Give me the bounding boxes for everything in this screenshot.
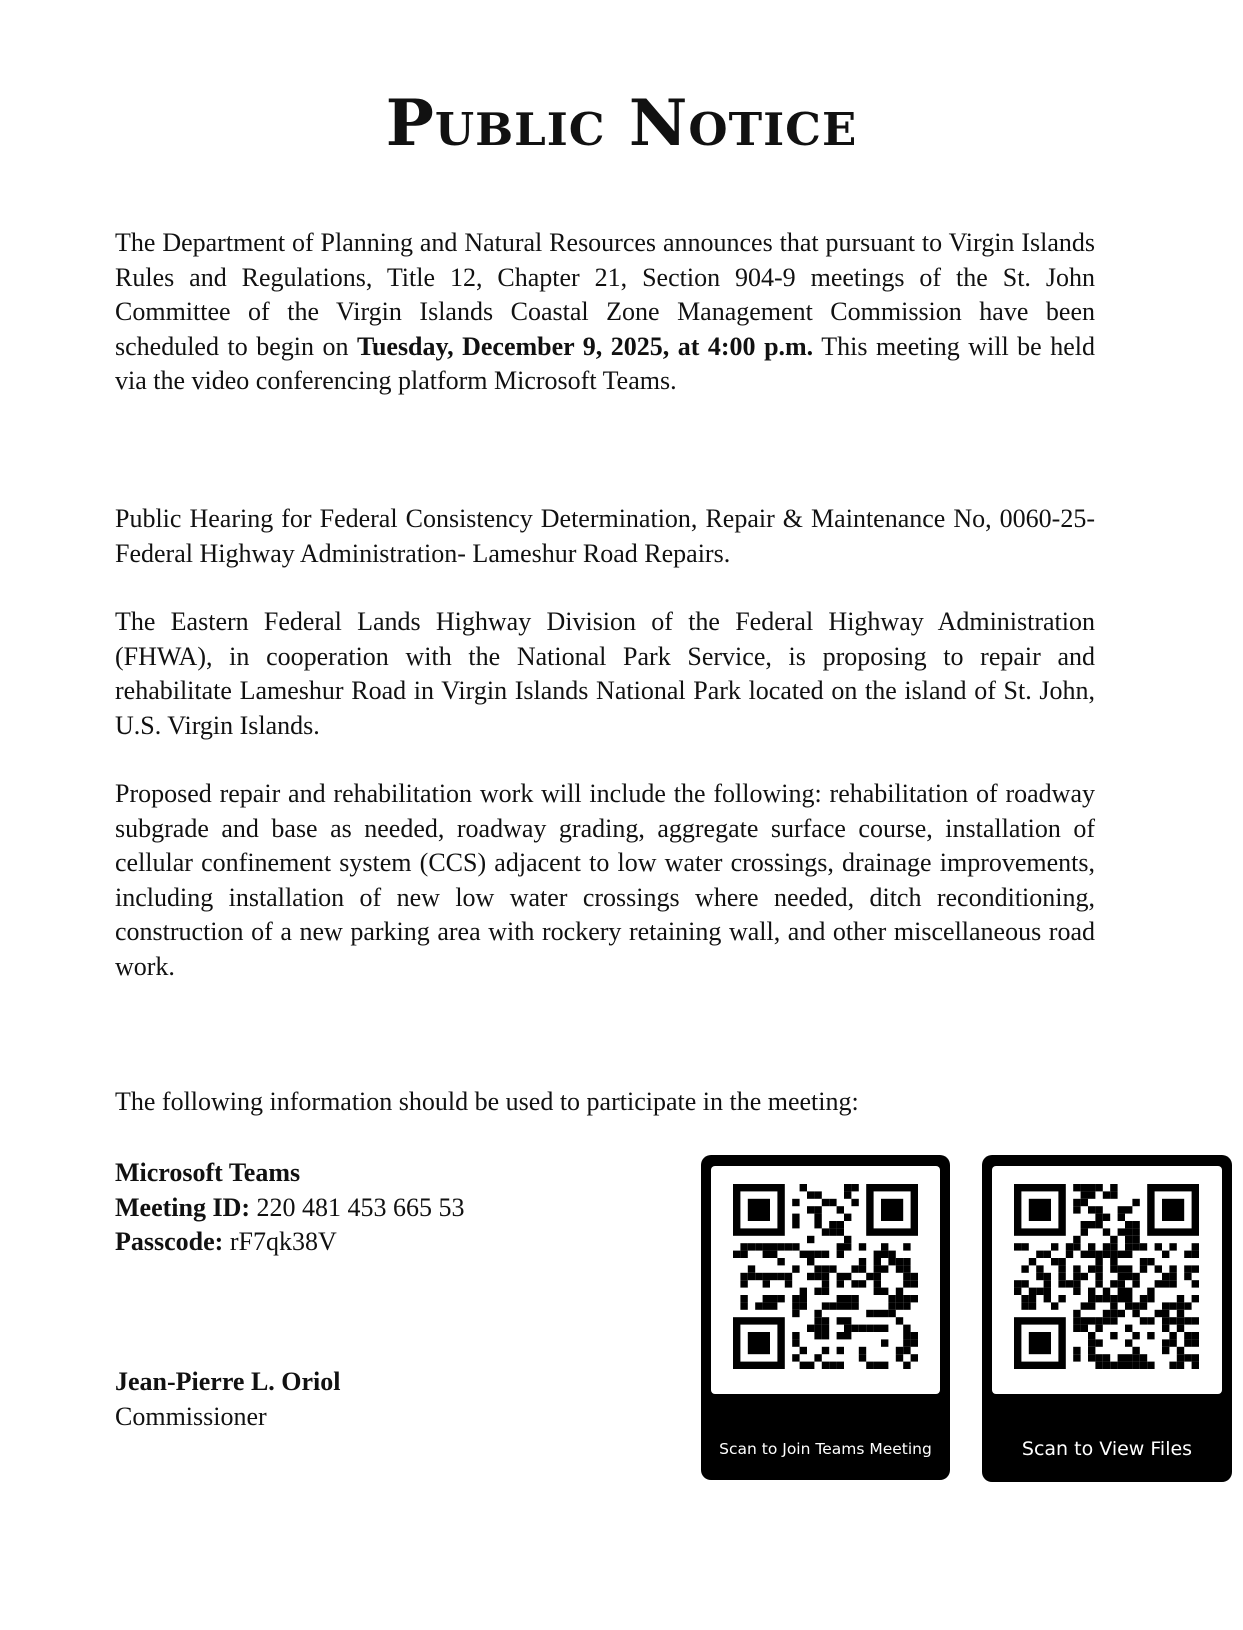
- qr-frame: [992, 1166, 1222, 1394]
- page-title: Public Notice: [385, 86, 858, 161]
- meeting-date: Tuesday, December 9, 2025, at 4:00 p.m.: [356, 331, 814, 361]
- qr-code-icon[interactable]: [733, 1184, 918, 1369]
- meeting-id: [115, 1191, 465, 1226]
- meeting-platform: Microsoft Teams: [115, 1158, 301, 1187]
- files-qr-card[interactable]: [982, 1155, 1232, 1482]
- signatory-name: Jean-Pierre L. Oriol: [115, 1367, 341, 1396]
- qr-code-icon[interactable]: [1014, 1184, 1199, 1369]
- meeting-id-label: Meeting ID:: [115, 1192, 251, 1222]
- qr-frame: [711, 1166, 940, 1394]
- intro-paragraph: [115, 226, 1095, 399]
- qr-caption: Scan to View Files: [1021, 1438, 1193, 1460]
- meeting-id-value: 220 481 453 665 53: [250, 1192, 465, 1222]
- hearing-paragraph: Public Hearing for Federal Consistency Determination, Repair & Maintenance No, 0060-25- Federal Highway Administration- Lameshur Road Repairs.: [115, 504, 1095, 568]
- intro-text: The Department of Planning and Natural Resources announces that pursuant to Virgin Islands Rules and Regulations, Title 12, Chapter 21, Section 904-9 meetings of the St. John Committee of the Virgin Islands Coastal Zone Management Commission have been scheduled to begin on: [115, 228, 1095, 361]
- description-paragraph: The Eastern Federal Lands Highway Division of the Federal Highway Administration (FHWA), in cooperation with the National Park Service, is proposing to repair and rehabilitate Lameshur Road in Virgin Islands National Park located on the island of St. John, U.S. Virgin Islands.: [115, 607, 1095, 740]
- intro-text-end: This meeting will be held via the video conferencing platform Microsoft Teams.: [115, 331, 1095, 395]
- work-paragraph: Proposed repair and rehabilitation work will include the following: rehabilitation of roadway subgrade and base as needed, roadway grading, aggregate surface course, installation of cellular confinement system (CCS) adjacent to low water crossings, drainage improvements, including installation of new low water crossings where needed, ditch reconditioning, construction of a new parking area with rockery retaining wall, and other miscellaneous road work.: [115, 779, 1095, 981]
- passcode-value: rF7qk38V: [223, 1227, 337, 1256]
- signatory-role: Commissioner: [115, 1401, 267, 1431]
- passcode: [115, 1225, 465, 1260]
- qr-caption: Scan to Join Teams Meeting: [719, 1440, 932, 1458]
- meeting-info: [115, 1156, 465, 1260]
- signature-block: [115, 1365, 341, 1434]
- teams-qr-card[interactable]: [701, 1155, 950, 1480]
- passcode-label: Passcode:: [115, 1227, 224, 1256]
- participate-paragraph: The following information should be used to participate in the meeting:: [115, 1087, 859, 1116]
